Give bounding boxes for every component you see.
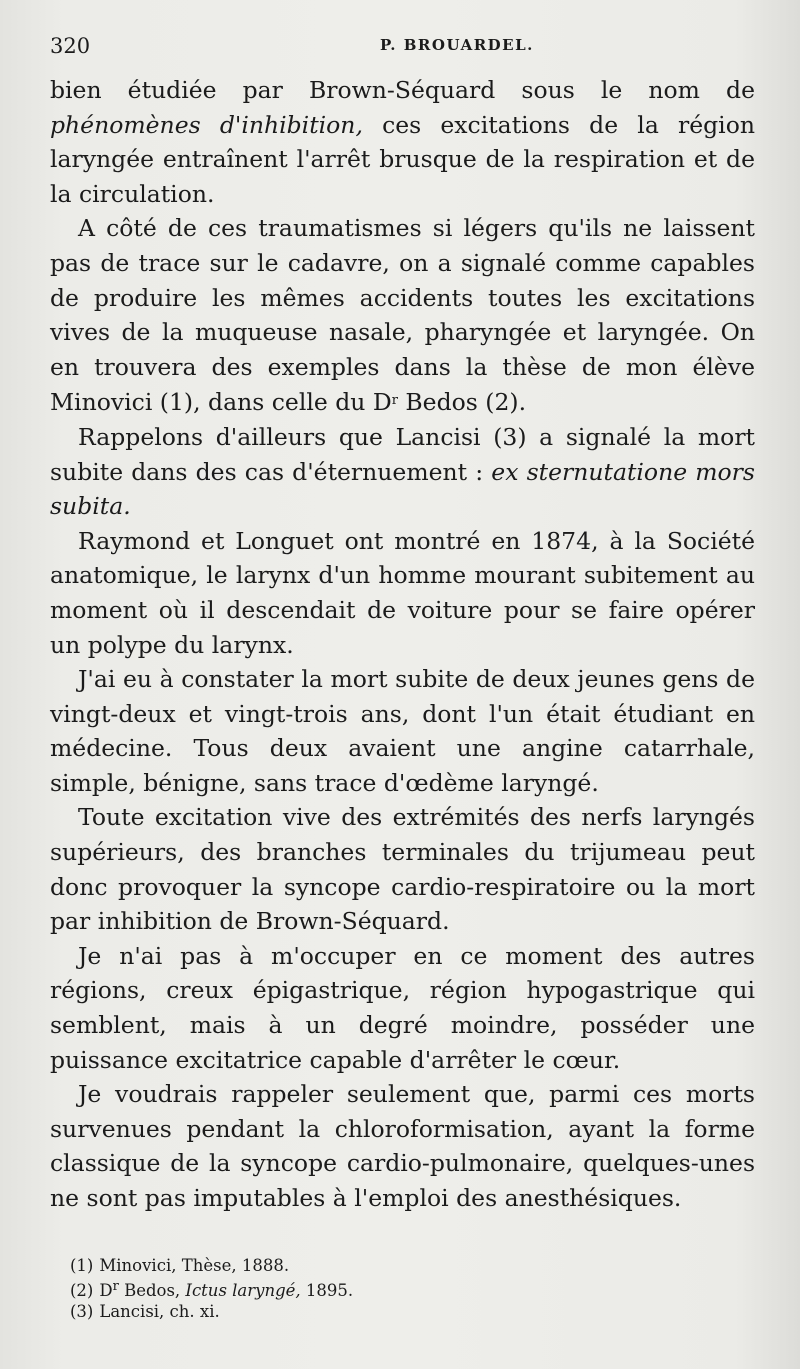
superscript: r xyxy=(112,1279,119,1294)
text-run: J'ai eu à constater la mort subite de deux jeunes gens de vingt-deux et vingt-trois ans, dont l'un était étudiant en médecine. Tous deux avaient une angine catarrhale, simple, bénigne, sans trace d'œdème laryngé. xyxy=(50,665,755,797)
italic-text: Ictus laryngé, xyxy=(185,1281,301,1300)
footnote xyxy=(70,1276,670,1301)
paragraph xyxy=(50,800,755,938)
text-run: Minovici, Thèse, 1888. xyxy=(99,1256,290,1275)
paragraph xyxy=(50,1077,755,1215)
paragraph xyxy=(50,420,755,524)
text-run: Bedos (2). xyxy=(397,388,527,417)
footnotes xyxy=(70,1255,670,1322)
text-run: bien étudiée par Brown-Séquard sous le nom de xyxy=(50,76,755,104)
text-run: Bedos, xyxy=(118,1281,186,1300)
text-run: D xyxy=(99,1281,113,1300)
italic-text: phénomènes d'inhibition, xyxy=(50,110,363,139)
text-run: Je n'ai pas à m'occuper en ce moment des autres régions, creux épigastrique, région hypogastrique qui semblent, mais à un degré moindre, posséder une puissance excitatrice capable d'arrêter le cœur. xyxy=(50,941,755,1074)
footnote-mark: (1) xyxy=(70,1256,94,1275)
footnote-mark: (3) xyxy=(70,1302,94,1321)
text-run: ces excitations de la région laryngée entraînent l'arrêt brusque de la respiration et de la circulation. xyxy=(50,110,755,208)
footnote xyxy=(70,1255,670,1276)
text-run: 1895. xyxy=(300,1281,354,1300)
text-run: Lancisi, ch. xi. xyxy=(99,1302,220,1321)
italic-text: ex sternutatione mors subita. xyxy=(50,457,755,521)
paragraph xyxy=(50,211,755,420)
paragraph xyxy=(50,524,755,662)
superscript: r xyxy=(391,393,398,409)
paragraph xyxy=(50,939,755,1077)
body-text xyxy=(50,73,755,1216)
running-head: P. BROUARDEL. xyxy=(380,36,534,54)
text-run: A côté de ces traumatismes si légers qu'ils ne laissent pas de trace sur le cadavre, on a signalé comme capables de produire les mêmes accidents toutes les excitations vives de la muqueuse nasale, pharyngée et laryngée. On en trouvera des exemples dans la thèse de mon élève Minovici (1), dans celle du D xyxy=(50,214,755,417)
footnote xyxy=(70,1301,670,1322)
text-run: Toute excitation vive des extrémités des nerfs laryngés supérieurs, des branches terminales du trijumeau peut donc provoquer la syncope cardio-respiratoire ou la mort par inhibition de Brown-Séquard. xyxy=(50,803,755,936)
page-header xyxy=(50,34,750,64)
text-run: Raymond et Longuet ont montré en 1874, à la Société anatomique, le larynx d'un homme mourant subitement au moment où il descendait de voiture pour se faire opérer un polype du larynx. xyxy=(50,526,755,659)
text-run: Je voudrais rappeler seulement que, parmi ces morts survenues pendant la chloroformisation, ayant la forme classique de la syncope cardio-pulmonaire, quelques-unes ne sont pas imputables à l'emploi des anesthésiques. xyxy=(50,1080,755,1212)
paragraph xyxy=(50,73,755,211)
text-run: Rappelons d'ailleurs que Lancisi (3) a signalé la mort subite dans des cas d'éternuement : xyxy=(50,422,755,486)
footnote-mark: (2) xyxy=(70,1281,94,1300)
paragraph xyxy=(50,662,755,800)
page-number: 320 xyxy=(50,34,91,58)
